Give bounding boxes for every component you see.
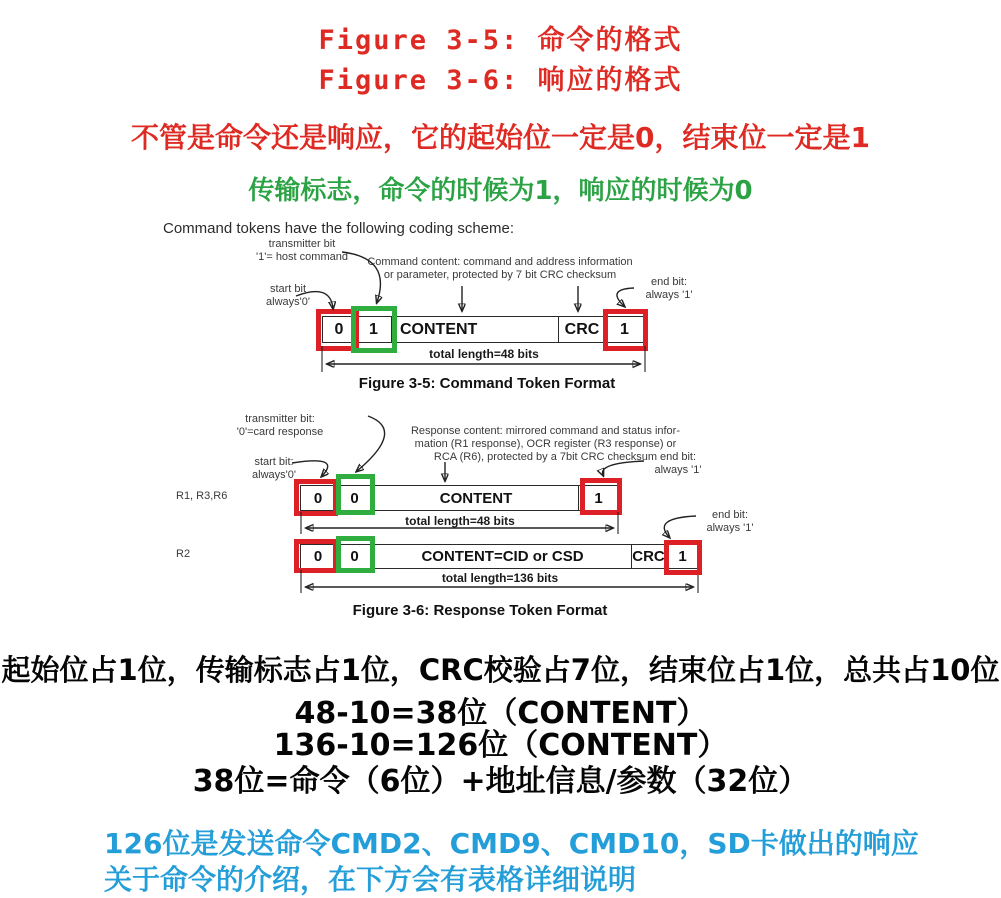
label-line: end bit: [711, 509, 749, 521]
figure36-row1-cell-end-bit: 1 [579, 485, 619, 511]
figure36-row2-name: R2 [176, 548, 191, 560]
figure36-row2-token-row [300, 544, 700, 569]
label-line: always '1' [654, 463, 702, 476]
label-line: start bit: [254, 456, 294, 468]
figure36-end-bit-arrow-r2 [664, 516, 696, 537]
summary-38bit-composition: 38位=命令（6位）+地址信息/参数（32位） [192, 764, 809, 799]
label-line: always '1' [645, 288, 693, 301]
figure36-row2-total-length: total length=136 bits [441, 571, 559, 585]
figure35-end-bit-label [636, 276, 702, 302]
figure36-title-cn: Figure 3-6: 响应的格式 [318, 65, 683, 96]
summary-bit-breakdown: 起始位占1位，传输标志占1位，CRC校验占7位，结束位占1位，总共占10位 [1, 653, 1000, 687]
figure35-content-label [345, 256, 655, 282]
figure35-cell-transmitter-bit: 1 [356, 316, 392, 343]
figure36-row1-cell-transmitter-bit: 0 [336, 485, 374, 511]
figure36-row2-cell-transmitter-bit: 0 [336, 544, 374, 569]
label-line: '1'= host command [256, 250, 348, 263]
label-line: mation (R1 response), OCR register (R3 response) or [414, 437, 677, 450]
figure36-row2-cell-crc: CRC [632, 544, 666, 569]
label-line: always'0' [266, 295, 310, 308]
summary-48bit-content: 48-10=38位（CONTENT） [294, 696, 707, 731]
figure36-end-bit-label-r2 [698, 509, 762, 535]
label-line: always '1' [706, 521, 754, 534]
figure35-title-cn: Figure 3-5: 命令的格式 [318, 25, 683, 56]
figure36-row1-token-row [300, 485, 619, 511]
figure36-end-bit-label-r1 [646, 451, 710, 477]
figure35-token-row [322, 316, 644, 343]
figure35-cell-content: CONTENT [392, 316, 559, 343]
figure36-start-bit-label [238, 456, 310, 482]
footnote-table-reference: 关于命令的介绍，在下方会有表格详细说明 [104, 863, 637, 896]
figure36-row2-cell-end-bit: 1 [666, 544, 700, 569]
footnote-126bit-commands: 126位是发送命令CMD2、CMD9、CMD10，SD卡做出的响应 [104, 827, 919, 860]
figure35-cell-start-bit: 0 [322, 316, 356, 343]
figure36-row1-total-length: total length=48 bits [405, 514, 515, 528]
label-line: RCA (R6), protected by a 7bit CRC checksum [433, 450, 658, 463]
figure35-caption: Figure 3-5: Command Token Format [358, 375, 616, 392]
figure35-intro-text: Command tokens have the following coding scheme: [163, 220, 515, 237]
note-start-end-bit: 不管是命令还是响应，它的起始位一定是0，结束位一定是1 [131, 121, 870, 154]
figure35-start-bit-label [248, 283, 328, 309]
figure35-cell-crc: CRC [559, 316, 606, 343]
figure36-transmitter-bit-arrow [357, 416, 385, 471]
figure36-row2-cell-content: CONTENT=CID or CSD [374, 544, 632, 569]
figure36-row1-cell-start-bit: 0 [300, 485, 336, 511]
label-line: '0'=card response [236, 425, 324, 438]
label-line: or parameter, protected by 7 bit CRC checksum [383, 268, 617, 281]
label-line: transmitter bit [268, 238, 336, 250]
figure36-row1-cell-content: CONTENT [374, 485, 579, 511]
figure36-row1-name: R1, R3,R6 [176, 490, 228, 502]
figure36-caption: Figure 3-6: Response Token Format [352, 602, 608, 619]
label-line: end bit: [650, 276, 688, 288]
note-transmitter-bit: 传输标志，命令的时候为1，响应的时候为0 [248, 176, 753, 206]
figure35-total-length: total length=48 bits [429, 347, 539, 361]
label-line: Response content: mirrored command and status infor- [410, 425, 681, 437]
figure35-end-bit-arrow [617, 288, 634, 306]
label-line: transmitter bit: [245, 413, 315, 425]
label-line: end bit: [659, 451, 697, 463]
figure35-cell-end-bit: 1 [606, 316, 644, 343]
label-line: start bit [269, 283, 307, 295]
figure36-row2-cell-start-bit: 0 [300, 544, 336, 569]
label-line: Command content: command and address information [367, 256, 633, 268]
summary-136bit-content: 136-10=126位（CONTENT） [273, 728, 728, 763]
label-line: always'0' [252, 468, 296, 481]
figure36-transmitter-bit-label [228, 413, 332, 439]
